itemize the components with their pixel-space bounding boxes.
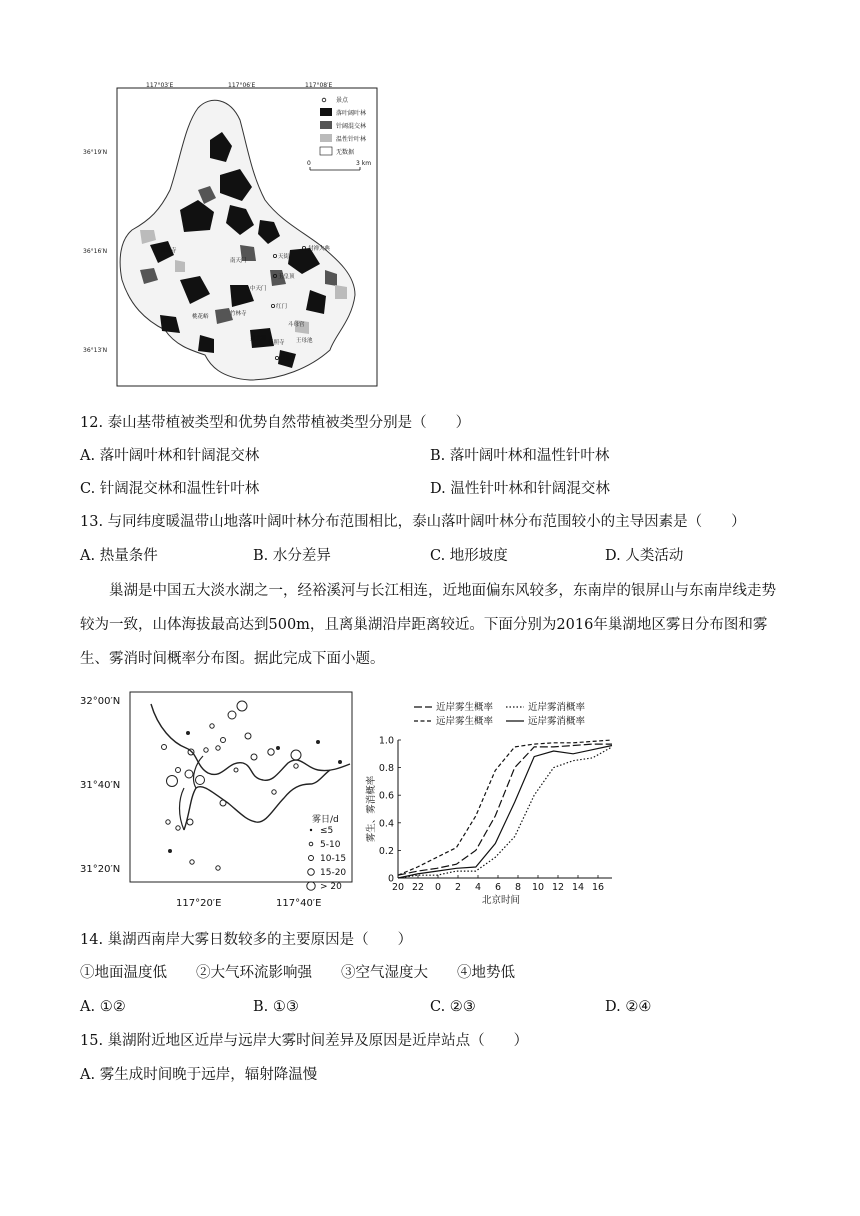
x-tick-label: 16	[591, 882, 605, 893]
legend-broadleaf: 落叶阔叶林	[336, 110, 367, 117]
spot-label: 王母池	[296, 338, 313, 344]
q13-option-b[interactable]: B. 水分差异	[253, 548, 331, 564]
y-tick-label: 0.2	[378, 845, 394, 857]
spot-label: 玉皇顶	[278, 274, 295, 280]
series-line-1	[398, 744, 612, 875]
fog-legend-title: 雾日/d	[312, 815, 339, 825]
fog-probability-chart	[362, 692, 624, 914]
spot-label: 南天门	[230, 258, 247, 264]
q14-option-c[interactable]: C. ②③	[430, 999, 476, 1015]
chaohu-fog-map	[78, 688, 360, 916]
q13-stem: 13. 与同纬度暖温带山地落叶阔叶林分布范围相比，泰山落叶阔叶林分布范围较小的主导因素是（ ）	[80, 514, 746, 530]
x-tick-label: 20	[391, 882, 405, 893]
legend-spot: 景点	[336, 97, 349, 104]
coord-left-2: 36°16′N	[83, 248, 108, 255]
legend-broadleaf-swatch	[320, 108, 332, 116]
lat-label-3140: 31°40′N	[80, 780, 121, 791]
legend-nodata: 无数据	[336, 149, 355, 156]
lon-label-11720: 117°20′E	[176, 898, 222, 909]
q15-stem: 15. 巢湖附近地区近岸与远岸大雾时间差异及原因是近岸站点（ ）	[80, 1033, 529, 1049]
legend-mixed-swatch	[320, 121, 332, 129]
coord-left-3: 36°13′N	[83, 347, 108, 354]
spot-label: 竹林寺	[230, 311, 247, 317]
legend-label-3: 远岸雾生概率	[436, 716, 494, 727]
spot-label: 岱庙	[280, 356, 292, 362]
y-tick-label: 0	[387, 873, 394, 885]
y-tick-label: 0.4	[378, 818, 394, 830]
spot-label: 中天门	[250, 286, 267, 292]
lat-label-3120: 31°20′N	[80, 864, 121, 875]
q12-option-d[interactable]: D. 温性针叶林和针阔混交林	[430, 481, 610, 497]
coord-top-2: 117°06′E	[228, 82, 256, 89]
legend-mixed: 针阔混交林	[336, 123, 367, 130]
legend-label-2: 近岸雾消概率	[528, 702, 586, 713]
q15-option-a[interactable]: A. 雾生成时间晚于远岸，辐射降温慢	[80, 1067, 318, 1083]
q13-option-d[interactable]: D. 人类活动	[605, 548, 684, 564]
fog-legend-5-10: 5-10	[320, 840, 341, 850]
q13-option-a[interactable]: A. 热量条件	[80, 548, 158, 564]
fog-legend-gt20: > 20	[320, 882, 342, 892]
x-tick-label: 4	[474, 882, 482, 893]
q12-stem: 12. 泰山基带植被类型和优势自然带植被类型分别是（ ）	[80, 415, 471, 431]
y-axis-label: 雾生、雾消概率	[366, 775, 377, 843]
q12-option-c[interactable]: C. 针阔混交林和温性针叶林	[80, 481, 260, 497]
x-tick-label: 22	[411, 882, 425, 893]
spot-label: 黑龙潭	[250, 336, 267, 342]
spot-label: 红门	[276, 304, 288, 310]
x-tick-label: 6	[494, 882, 502, 893]
q12-option-b[interactable]: B. 落叶阔叶林和温性针叶林	[430, 448, 610, 464]
coord-left-1: 36°19′N	[83, 149, 108, 156]
taishan-vegetation-map	[80, 80, 385, 392]
fog-legend-10-15: 10-15	[320, 854, 347, 864]
legend-conifer-swatch	[320, 134, 332, 142]
fog-legend-le5: ≤5	[320, 826, 334, 836]
y-tick-label: 1.0	[378, 735, 394, 747]
q14-numbered-options: ①地面温度低 ②大气环流影响强 ③空气湿度大 ④地势低	[80, 965, 515, 981]
legend-label-4: 远岸雾消概率	[528, 716, 586, 727]
series-line-4	[398, 746, 612, 879]
scale-3km: 3 km	[356, 160, 372, 167]
coord-top-1: 117°03′E	[146, 82, 174, 89]
lat-label-32: 32°00′N	[80, 696, 121, 707]
coord-top-3: 117°08′E	[305, 82, 333, 89]
spot-label: 普照寺	[268, 340, 285, 346]
x-axis-label: 北京时间	[481, 895, 521, 906]
legend-conifer: 温性针叶林	[336, 136, 367, 143]
y-tick-label: 0.8	[378, 763, 394, 775]
spot-label: 灵岩寺	[160, 248, 177, 254]
series-line-3	[398, 740, 612, 875]
x-tick-label: 2	[454, 882, 462, 893]
series-line-2	[398, 747, 612, 878]
spot-label: 桃花峪	[192, 314, 209, 320]
legend-nodata-swatch	[320, 147, 332, 155]
x-tick-label: 14	[571, 882, 585, 893]
q14-option-b[interactable]: B. ①③	[253, 999, 299, 1015]
spot-label: 封禅大典	[308, 246, 331, 252]
q14-option-d[interactable]: D. ②④	[605, 999, 652, 1015]
x-tick-label: 10	[531, 882, 545, 893]
lon-label-11740: 117°40′E	[276, 898, 322, 909]
q12-option-a[interactable]: A. 落叶阔叶林和针阔混交林	[80, 448, 260, 464]
x-tick-label: 0	[434, 882, 442, 893]
x-tick-label: 12	[551, 882, 565, 893]
spot-label: 斗母宫	[288, 322, 305, 328]
scale-0: 0	[307, 160, 311, 167]
fog-legend-15-20: 15-20	[320, 868, 347, 878]
passage-text: 巢湖是中国五大淡水湖之一，经裕溪河与长江相连，近地面偏东风较多，东南岸的银屏山与东南岸线走势较为一致，山体海拔最高达到500m，且离巢湖沿岸距离较近。下面分别为2016年巢湖地区雾日分布图和雾生、雾消时间概率分布图。据此完成下面小题。	[80, 583, 776, 667]
x-tick-label: 8	[514, 882, 522, 893]
q14-stem: 14. 巢湖西南岸大雾日数较多的主要原因是（ ）	[80, 932, 413, 948]
y-tick-label: 0.6	[378, 790, 394, 802]
q13-option-c[interactable]: C. 地形坡度	[430, 548, 508, 564]
legend-label-1: 近岸雾生概率	[436, 702, 494, 713]
spot-label: 天街	[278, 254, 290, 260]
q14-option-a[interactable]: A. ①②	[80, 999, 126, 1015]
